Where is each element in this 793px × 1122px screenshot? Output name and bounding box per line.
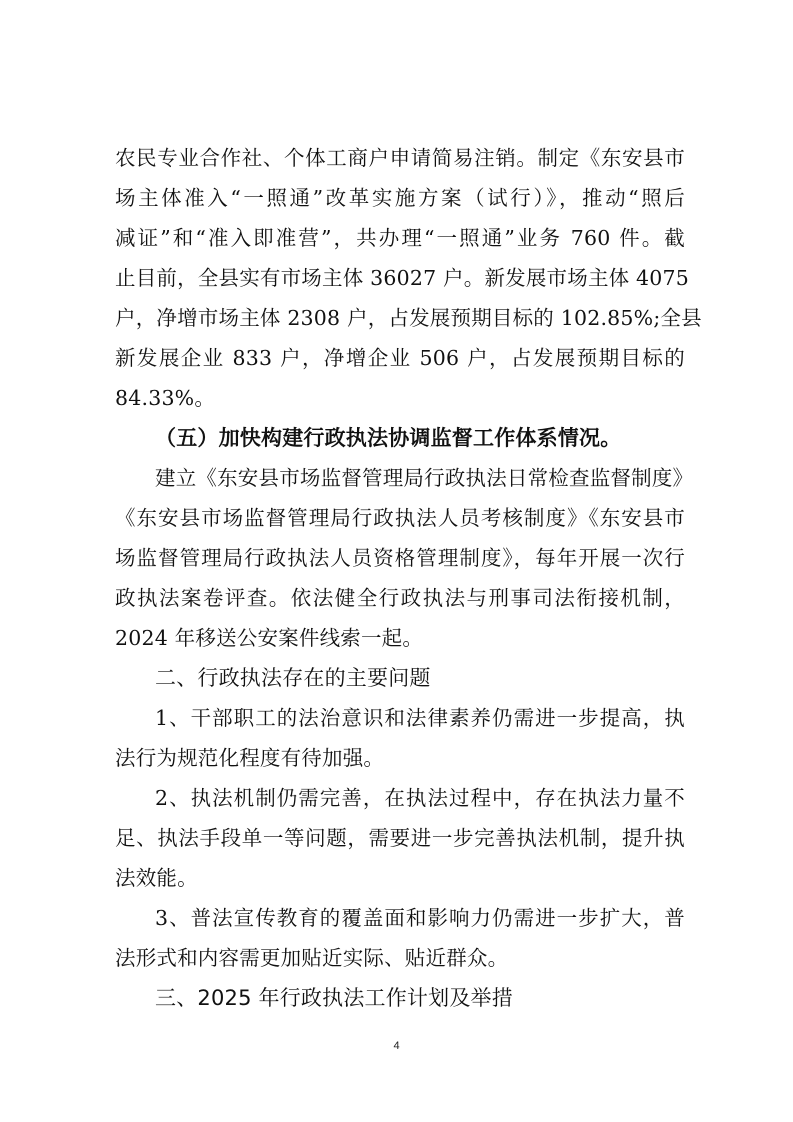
paragraph-line: 场主体准入“一照通”改革实施方案（试行）》，推动“照后 <box>115 186 685 210</box>
section-heading: 三、2025 年行政执法工作计划及举措 <box>155 986 513 1010</box>
paragraph-line: 止目前，全县实有市场主体 36027 户。新发展市场主体 4075 <box>115 266 690 290</box>
paragraph-line: 政执法案卷评查。依法健全行政执法与刑事司法衔接机制， <box>115 586 685 610</box>
section-heading: 二、行政执法存在的主要问题 <box>155 666 431 690</box>
paragraph-line: 场监督管理局行政执法人员资格管理制度》，每年开展一次行 <box>115 546 685 570</box>
paragraph-line: 法效能。 <box>115 866 198 890</box>
paragraph-line: 2、执法机制仍需完善，在执法过程中，存在执法力量不 <box>155 786 685 810</box>
section-heading: （五）加快构建行政执法协调监督工作体系情况。 <box>155 426 622 450</box>
paragraph-line: 84.33%。 <box>115 386 216 410</box>
paragraph-line: 足、执法手段单一等问题，需要进一步完善执法机制，提升执 <box>115 826 685 850</box>
paragraph-line: 法行为规范化程度有待加强。 <box>115 746 385 770</box>
paragraph-line: 1、干部职工的法治意识和法律素养仍需进一步提高，执 <box>155 706 685 730</box>
paragraph-line: 《东安县市场监督管理局行政执法人员考核制度》《东安县市 <box>115 506 685 530</box>
paragraph-line: 农民专业合作社、个体工商户申请简易注销。制定《东安县市 <box>115 146 685 170</box>
page-number: 4 <box>393 1040 400 1052</box>
paragraph-line: 2024 年移送公安案件线索一起。 <box>115 626 424 650</box>
paragraph-line: 法形式和内容需更加贴近实际、贴近群众。 <box>115 946 509 970</box>
paragraph-line: 减证”和“准入即准营”，共办理“一照通”业务 760 件。截 <box>115 226 685 250</box>
paragraph-line: 户，净增市场主体 2308 户，占发展预期目标的 102.85%;全县 <box>115 306 702 330</box>
paragraph-line: 建立《东安县市场监督管理局行政执法日常检查监督制度》 <box>155 466 694 490</box>
paragraph-line: 新发展企业 833 户，净增企业 506 户，占发展预期目标的 <box>115 346 685 370</box>
paragraph-line: 3、普法宣传教育的覆盖面和影响力仍需进一步扩大，普 <box>155 906 685 930</box>
